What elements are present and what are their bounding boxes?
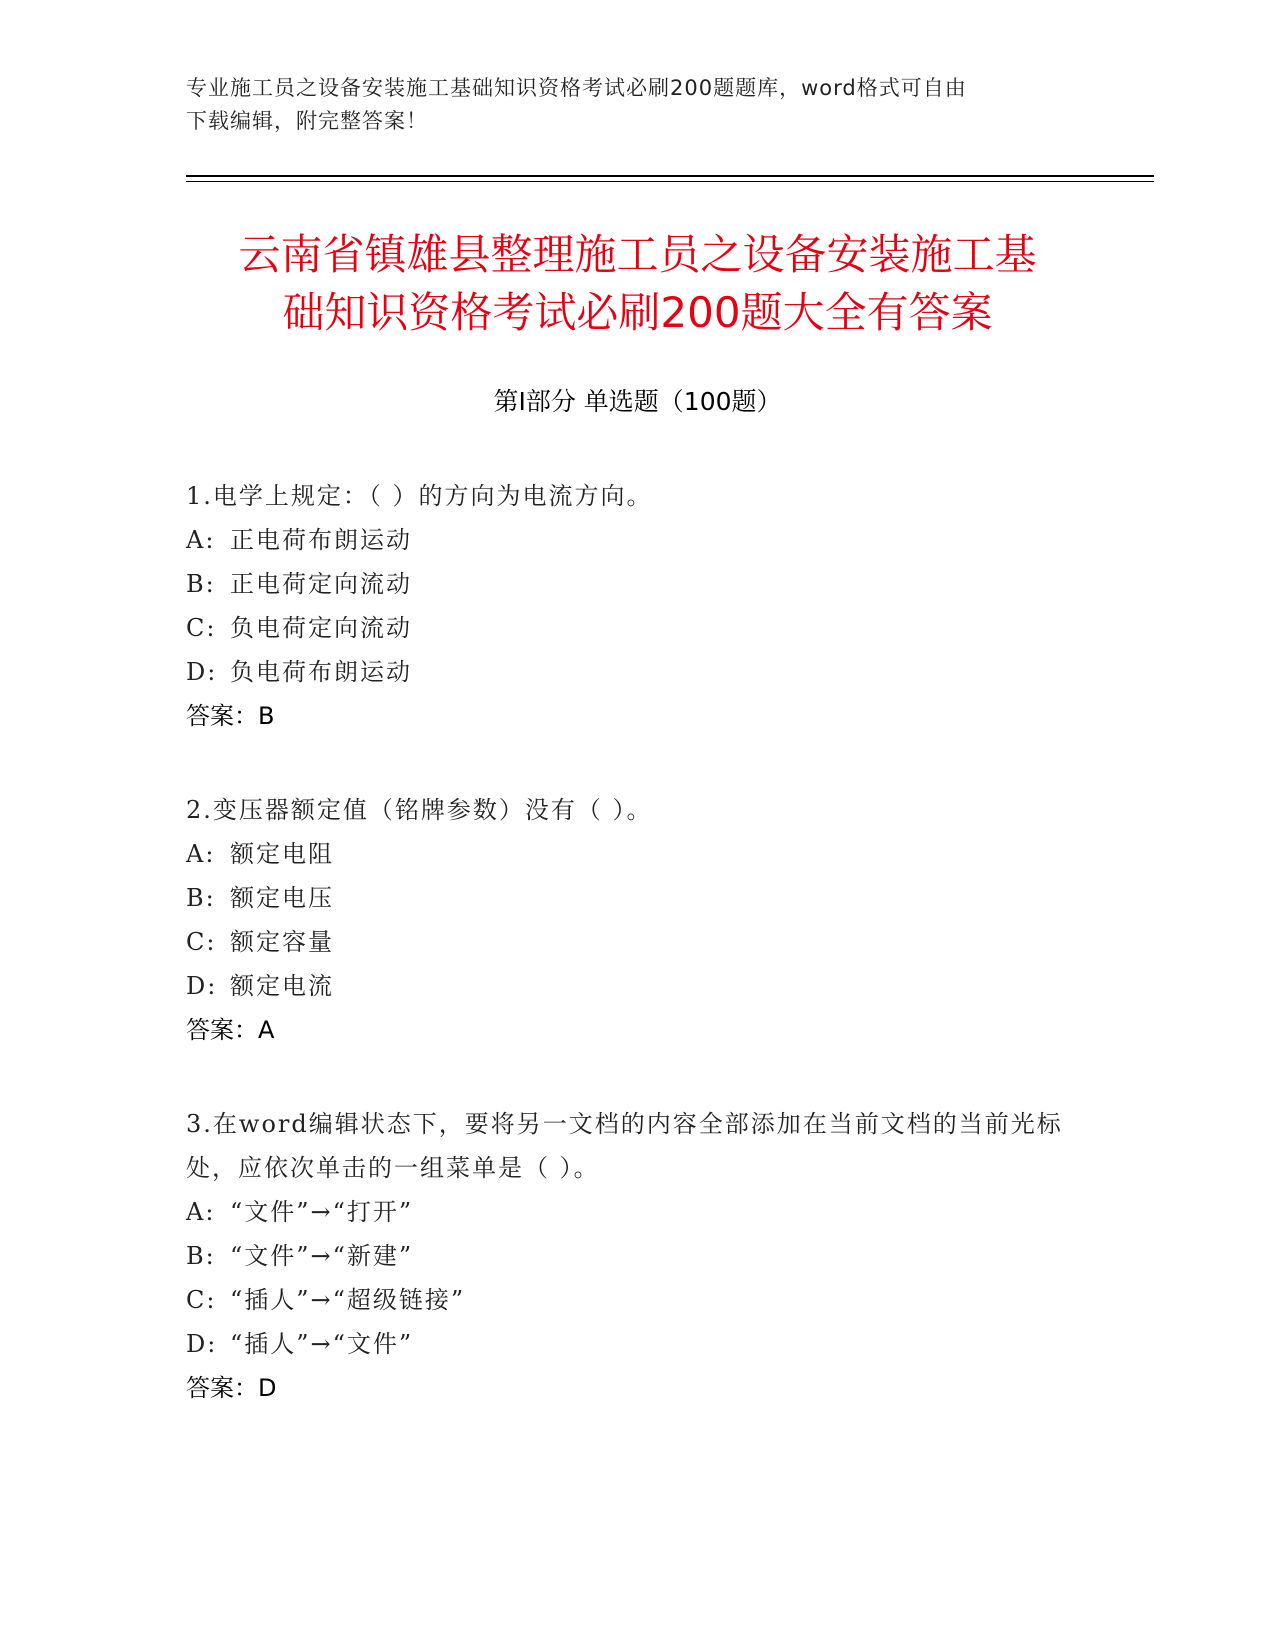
option-text: 额定容量: [230, 928, 334, 956]
option-d: [186, 1322, 1086, 1366]
option-a: [186, 832, 1086, 876]
question-2: [186, 788, 1086, 1052]
option-letter: C:: [186, 1286, 217, 1314]
header-divider-thin: [186, 181, 1154, 182]
question-stem: 2.变压器额定值（铭牌参数）没有（ ）。: [186, 796, 653, 824]
option-b: [186, 1234, 1086, 1278]
option-d: [186, 650, 1086, 694]
option-letter: B:: [186, 884, 216, 912]
option-text: 正电荷布朗运动: [230, 526, 412, 554]
option-d: [186, 964, 1086, 1008]
question-list: [186, 474, 1086, 1460]
question-1: [186, 474, 1086, 738]
option-c: [186, 1278, 1086, 1322]
option-letter: C:: [186, 928, 217, 956]
answer-line: 答案：D: [186, 1374, 277, 1402]
option-text: 额定电阻: [230, 840, 334, 868]
section-title: 第Ⅰ部分 单选题（100题）: [493, 387, 782, 416]
option-text: 正电荷定向流动: [230, 570, 412, 598]
header-divider-thick: [186, 175, 1154, 177]
question-3: [186, 1102, 1086, 1410]
option-text: 额定电流: [230, 972, 334, 1000]
option-b: [186, 562, 1086, 606]
question-stem: 1.电学上规定：（ ）的方向为电流方向。: [186, 482, 653, 510]
option-text: “文件”→“打开”: [230, 1198, 414, 1226]
option-letter: A:: [186, 840, 216, 868]
question-stem: 3.在word编辑状态下，要将另一文档的内容全部添加在当前文档的当前光标处，应依次单击的一组菜单是（ ）。: [186, 1110, 1063, 1182]
option-a: [186, 1190, 1086, 1234]
option-b: [186, 876, 1086, 920]
document-title-line-2: 础知识资格考试必刷200题大全有答案: [282, 288, 993, 337]
option-letter: B:: [186, 1242, 216, 1270]
answer-line: 答案：A: [186, 1016, 275, 1044]
option-text: “文件”→“新建”: [230, 1242, 414, 1270]
option-letter: A:: [186, 526, 216, 554]
document-title: [150, 226, 1125, 342]
option-letter: D:: [186, 972, 218, 1000]
option-letter: C:: [186, 614, 217, 642]
option-letter: D:: [186, 658, 218, 686]
option-letter: D:: [186, 1330, 218, 1358]
header-note-line-1: 专业施工员之设备安装施工基础知识资格考试必刷200题题库，word格式可自由: [186, 76, 967, 100]
header-note-line-2: 下载编辑，附完整答案！: [186, 109, 428, 133]
header-note: [186, 72, 1066, 138]
option-letter: B:: [186, 570, 216, 598]
option-text: 负电荷布朗运动: [230, 658, 412, 686]
option-text: 额定电压: [230, 884, 334, 912]
option-letter: A:: [186, 1198, 216, 1226]
option-text: “插人”→“文件”: [230, 1330, 414, 1358]
option-c: [186, 606, 1086, 650]
option-text: “插人”→“超级链接”: [230, 1286, 466, 1314]
option-a: [186, 518, 1086, 562]
option-text: 负电荷定向流动: [230, 614, 412, 642]
answer-line: 答案：B: [186, 702, 275, 730]
option-c: [186, 920, 1086, 964]
document-title-line-1: 云南省镇雄县整理施工员之设备安装施工基: [238, 230, 1037, 279]
